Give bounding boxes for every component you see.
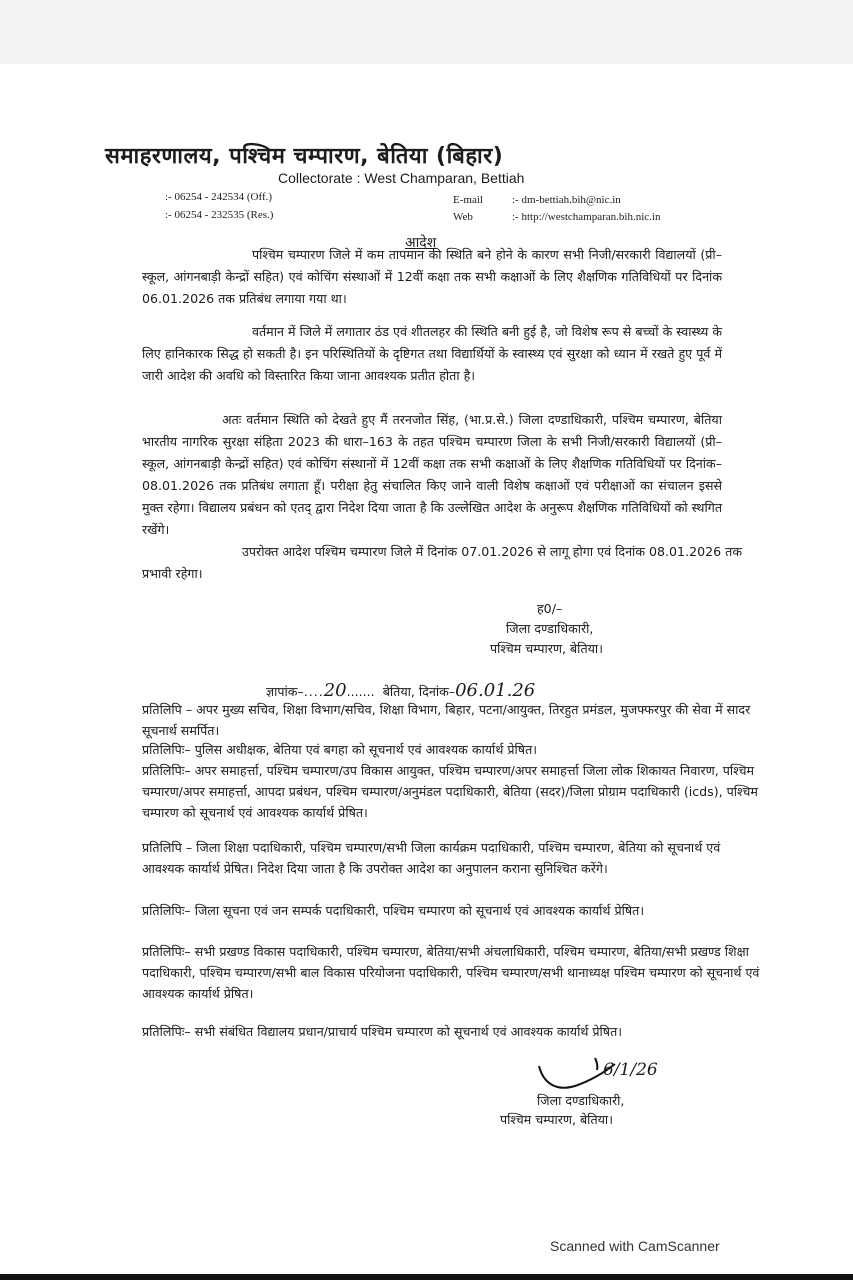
memo-date: 06.01.26 bbox=[455, 680, 536, 701]
copy-5 bbox=[142, 900, 762, 921]
copy-text: जिला शिक्षा पदाधिकारी, पश्चिम चम्पारण/सभी जिला कार्यक्रम पदाधिकारी, पश्चिम चम्पारण, बेतिया को सूचनार्थ एवं आवश्यक कार्यार्थ प्रेषित। निदेश दिया जाता है कि उपरोक्त आदेश का अनुपालन कराना सुनिश्चित करेंगे। bbox=[142, 840, 721, 876]
office-title-hindi: समाहरणालय, पश्चिम चम्पारण, बेतिया (बिहार) bbox=[105, 144, 504, 169]
web-value: :- http://westchamparan.bih.nic.in bbox=[512, 211, 661, 223]
copy-4 bbox=[142, 837, 762, 879]
signature-designation: जिला दण्डाधिकारी, bbox=[506, 621, 594, 636]
copy-text: अपर मुख्य सचिव, शिक्षा विभाग/सचिव, शिक्षा विभाग, बिहार, पटना/आयुक्त, तिरहुत प्रमंडल, मुजफ्फरपुर की सेवा में सादर सूचनार्थ समर्पित। bbox=[142, 702, 751, 738]
phone-office: :- 06254 - 242534 (Off.) bbox=[165, 191, 273, 203]
bottom-border bbox=[0, 1274, 853, 1280]
memo-reference: ज्ञापांक–....20....... बेतिया, दिनांक–06.01.26 bbox=[266, 680, 536, 701]
order-paragraph-2: वर्तमान में जिले में लगातार ठंड एवं शीतलहर की स्थिति बनी हुई है, जो विशेष रूप से बच्चों के स्वास्थ्य के लिए हानिकारक सिद्ध हो सकती है। इन परिस्थितियों के दृष्टिगत तथा विद्यार्थियों के स्वास्थ्य एवं सुरक्षा को ध्यान में रखते हुए पूर्व में जारी आदेश की अवधि को विस्तारित किया जाना आवश्यक प्रतीत होता है। bbox=[142, 324, 722, 383]
office-title-english: Collectorate : West Champaran, Bettiah bbox=[278, 170, 525, 186]
copy-label: प्रतिलिपि – bbox=[142, 702, 193, 717]
signature-sd: ह0/– bbox=[537, 601, 563, 616]
copy-label: प्रतिलिपिः– bbox=[142, 903, 191, 918]
email-label: E-mail bbox=[453, 194, 483, 206]
copy-1 bbox=[142, 699, 762, 741]
copy-label: प्रतिलिपिः– bbox=[142, 742, 191, 757]
copy-text: जिला सूचना एवं जन सम्पर्क पदाधिकारी, पश्चिम चम्पारण को सूचनार्थ एवं आवश्यक कार्यार्थ प्रेषित। bbox=[194, 903, 645, 918]
copy-3 bbox=[142, 760, 762, 823]
copy-7 bbox=[142, 1021, 762, 1042]
order-paragraph-4: उपरोक्त आदेश पश्चिम चम्पारण जिले में दिनांक 07.01.2026 से लागू होगा एवं दिनांक 08.01.2026 तक प्रभावी रहेगा। bbox=[142, 544, 742, 581]
copy-text: अपर समाहर्त्ता, पश्चिम चम्पारण/उप विकास आयुक्त, पश्चिम चम्पारण/अपर समाहर्त्ता जिला लोक शिकायत निवारण, पश्चिम चम्पारण/अपर समाहर्त्ता, आपदा प्रबंधन, पश्चिम चम्पारण/अनुमंडल पदाधिकारी, बेतिया (सदर)/जिला प्रोग्राम पदाधिकारी (icds), पश्चिम चम्पारण को सूचनार्थ एवं आवश्यक कार्यार्थ प्रेषित। bbox=[142, 763, 758, 820]
memo-number: 20 bbox=[323, 680, 347, 701]
signature2-place: पश्चिम चम्पारण, बेतिया। bbox=[500, 1112, 613, 1127]
copy-6 bbox=[142, 941, 762, 1004]
copy-text: सभी संबंधित विद्यालय प्रधान/प्राचार्य पश्चिम चम्पारण को सूचनार्थ एवं आवश्यक कार्यार्थ प्रेषित। bbox=[194, 1024, 623, 1039]
signature-hand-date: 6/1/26 bbox=[603, 1060, 658, 1080]
email-value: :- dm-bettiah.bih@nic.in bbox=[512, 194, 621, 206]
copy-2 bbox=[142, 739, 762, 760]
top-band bbox=[0, 0, 853, 64]
place-date-label: बेतिया, दिनांक– bbox=[382, 684, 456, 699]
memo-label: ज्ञापांक– bbox=[266, 684, 304, 699]
copy-label: प्रतिलिपिः– bbox=[142, 944, 191, 959]
scanner-watermark: Scanned with CamScanner bbox=[550, 1238, 720, 1254]
web-label: Web bbox=[453, 211, 473, 223]
phone-residence: :- 06254 - 232535 (Res.) bbox=[165, 209, 274, 221]
order-paragraph-3: अतः वर्तमान स्थिति को देखते हुए मैं तरनजोत सिंह, (भा.प्र.से.) जिला दण्डाधिकारी, पश्चिम चम्पारण, बेतिया भारतीय नागरिक सुरक्षा संहिता 2023 की धारा–163 के तहत पश्चिम चम्पारण जिला के सभी निजी/सरकारी विद्यालयों (प्री–स्कूल, आंगनबाड़ी केन्द्रों सहित) एवं कोचिंग संस्थानों में 12वीं कक्षा तक सभी कक्षाओं के लिए शैक्षणिक गतिविधियों पर दिनांक– 08.01.2026 तक प्रतिबंध लगाता हूँ। परीक्षा हेतु संचालित किए जाने वाली विशेष कक्षाओं एवं परीक्षाओं का संचालन इससे मुक्त रहेगा। विद्यालय प्रबंधन को एतद् द्वारा निदेश दिया जाता है कि उल्लेखित आदेश के अनुरूप शैक्षणिक गतिविधियों को स्थगित रखेंगे। bbox=[142, 412, 722, 537]
copy-label: प्रतिलिपिः– bbox=[142, 1024, 191, 1039]
copy-label: प्रतिलिपि – bbox=[142, 840, 193, 855]
signature-place: पश्चिम चम्पारण, बेतिया। bbox=[490, 641, 603, 656]
order-title: आदेश bbox=[405, 235, 437, 251]
copy-label: प्रतिलिपिः– bbox=[142, 763, 191, 778]
copy-text: पुलिस अधीक्षक, बेतिया एवं बगहा को सूचनार्थ एवं आवश्यक कार्यार्थ प्रेषित। bbox=[194, 742, 538, 757]
order-paragraph-1: पश्चिम चम्पारण जिले में कम तापमान की स्थिति बने होने के कारण सभी निजी/सरकारी विद्यालयों (प्री–स्कूल, आंगनबाड़ी केन्द्रों सहित) एवं कोचिंग संस्थाओं में 12वीं कक्षा तक सभी कक्षाओं के लिए शैक्षणिक गतिविधियों पर दिनांक 06.01.2026 तक प्रतिबंध लगाया गया था। bbox=[142, 247, 722, 306]
copy-text: सभी प्रखण्ड विकास पदाधिकारी, पश्चिम चम्पारण, बेतिया/सभी अंचलाधिकारी, पश्चिम चम्पारण, बेतिया/सभी प्रखण्ड शिक्षा पदाधिकारी, पश्चिम चम्पारण/सभी बाल विकास परियोजना पदाधिकारी, पश्चिम चम्पारण/सभी थानाध्यक्ष पश्चिम चम्पारण को सूचनार्थ एवं आवश्यक कार्यार्थ प्रेषित। bbox=[142, 944, 760, 1001]
signature2-designation: जिला दण्डाधिकारी, bbox=[537, 1093, 625, 1108]
